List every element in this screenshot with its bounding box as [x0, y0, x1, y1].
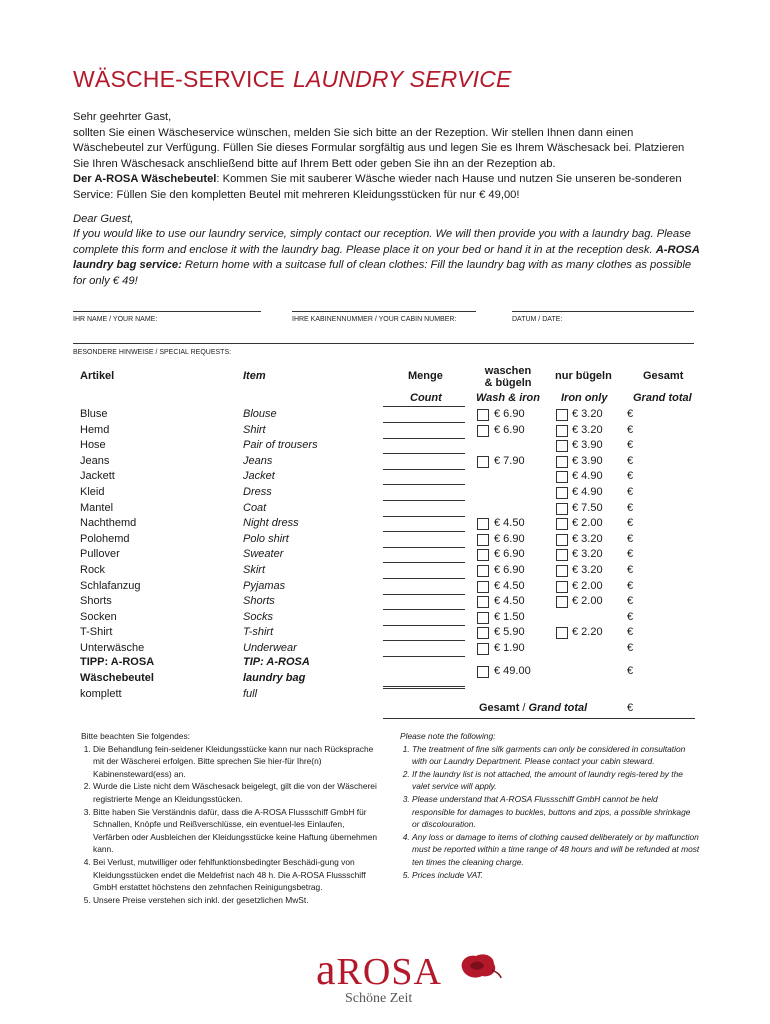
- row-total: €: [627, 517, 634, 530]
- header-iron-en: Iron only: [561, 392, 608, 404]
- iron-only-price: € 2.00: [572, 595, 603, 608]
- tip-row-2: Wäschebeutel laundry bag: [80, 672, 306, 684]
- wash-iron-checkbox[interactable]: [477, 627, 489, 639]
- tip-row-1: TIPP: A-ROSA TIP: A-ROSA: [80, 656, 310, 668]
- header-count: Count: [410, 392, 442, 404]
- iron-only-checkbox[interactable]: [556, 627, 568, 639]
- notes-de: [81, 730, 378, 906]
- iron-only-checkbox[interactable]: [556, 503, 568, 515]
- row-total: €: [627, 423, 634, 436]
- item-en: Shorts: [243, 595, 275, 608]
- wash-iron-price: € 5.90: [494, 626, 525, 639]
- iron-only-checkbox[interactable]: [556, 456, 568, 468]
- item-en: Pair of trousers: [243, 439, 318, 452]
- tip-count-line-2[interactable]: [383, 688, 465, 689]
- iron-only-checkbox[interactable]: [556, 487, 568, 499]
- greeting-en: Dear Guest,: [73, 212, 134, 225]
- tip-count-line-1[interactable]: [383, 686, 465, 687]
- iron-only-checkbox[interactable]: [556, 534, 568, 546]
- item-en: Blouse: [243, 408, 277, 420]
- header-count-line: [383, 406, 465, 407]
- date-field[interactable]: [512, 311, 694, 312]
- notes-de-title: Bitte beachten Sie folgendes:: [81, 731, 190, 741]
- name-label: IHR NAME / YOUR NAME:: [73, 316, 158, 323]
- promo-en-bold: A-ROSA laundry bag service:: [73, 243, 700, 272]
- header-wash-en: Wash & iron: [476, 392, 540, 404]
- item-en: Coat: [243, 501, 267, 514]
- iron-only-price: € 3.20: [572, 532, 603, 545]
- wash-iron-price: € 6.90: [494, 548, 525, 561]
- note-en-item: 3. Please understand that A-ROSA Flussschiff GmbH cannot be held responsible for damages to buckles, buttons and zips, a possible shrinkage or discolouration.: [412, 793, 700, 831]
- item-en: Dress: [243, 486, 272, 498]
- wash-iron-price: € 6.90: [494, 532, 525, 545]
- row-total: €: [627, 579, 634, 592]
- iron-only-price: € 2.20: [572, 626, 603, 639]
- wash-iron-checkbox[interactable]: [477, 409, 489, 421]
- iron-only-price: € 3.90: [572, 454, 603, 467]
- wash-iron-price: € 4.50: [494, 517, 525, 530]
- iron-only-price: € 3.20: [572, 564, 603, 576]
- iron-only-checkbox[interactable]: [556, 518, 568, 530]
- wash-iron-checkbox[interactable]: [477, 518, 489, 530]
- note-de-item: 5. Unsere Preise verstehen sich inkl. der gesetzlichen MwSt.: [93, 894, 378, 907]
- iron-only-checkbox[interactable]: [556, 425, 568, 437]
- row-total: €: [627, 486, 634, 498]
- wash-iron-checkbox[interactable]: [477, 534, 489, 546]
- notes-en: [400, 730, 700, 881]
- intro-en-body: If you would like to use our laundry service, simply contact our reception. We will then provide you with a laundry bag. Please complete this form and enclose it with the laundry bag. Please place it on your bed or hand it in at the reception desk. A-ROSA laundry bag service: Return home with a suitcase full of clean clothes: Fill the laundry bag with as many clothes as possible for only € 49!: [73, 228, 700, 287]
- iron-only-checkbox[interactable]: [556, 471, 568, 483]
- item-de: Nachthemd: [80, 517, 137, 530]
- row-total: €: [627, 610, 634, 623]
- greeting-de: Sehr geehrter Gast,: [73, 111, 172, 123]
- row-total: €: [627, 439, 634, 452]
- grand-total-label: Gesamt / Grand total: [479, 702, 588, 714]
- header-menge: Menge: [408, 370, 443, 382]
- item-en: Skirt: [243, 564, 265, 576]
- row-total: €: [627, 501, 634, 514]
- wash-iron-checkbox[interactable]: [477, 565, 489, 577]
- iron-only-price: € 4.90: [572, 486, 603, 498]
- notes-en-title: Please note the following:: [400, 731, 496, 741]
- iron-only-price: € 2.00: [572, 579, 603, 592]
- item-de: Jackett: [80, 470, 115, 483]
- iron-only-checkbox[interactable]: [556, 565, 568, 577]
- item-en: Underwear: [243, 642, 297, 654]
- promo-de-bold: Der A-ROSA Wäschebeutel: [73, 173, 217, 186]
- grand-total-value: €: [627, 702, 634, 714]
- item-de: Polohemd: [80, 532, 130, 545]
- wash-iron-checkbox[interactable]: [477, 456, 489, 468]
- row-total: €: [627, 408, 634, 420]
- item-en: Polo shirt: [243, 532, 289, 545]
- item-en: Jacket: [243, 470, 275, 483]
- rose-icon: [456, 950, 502, 982]
- note-de-item: 2. Wurde die Liste nicht dem Wäschesack beigelegt, gilt die von der Wäscherei registrierte Menge an Kleidungsstücken.: [93, 780, 378, 805]
- header-total-de: Gesamt: [643, 370, 684, 382]
- promo-en: Return home with a suitcase full of clean clothes: Fill the laundry bag with as many clothes as possible for only € 49!: [73, 259, 692, 287]
- row-total: €: [627, 454, 634, 467]
- special-requests-field[interactable]: [73, 343, 694, 344]
- grand-total-line: [383, 718, 695, 719]
- iron-only-price: € 3.20: [572, 423, 603, 436]
- item-en: Socks: [243, 610, 273, 623]
- item-en: Night dress: [243, 517, 299, 530]
- item-en: Jeans: [243, 454, 273, 467]
- header-total-en: Grand total: [633, 392, 692, 404]
- wash-iron-price: € 4.50: [494, 579, 525, 592]
- item-en: Pyjamas: [243, 579, 286, 592]
- wash-iron-checkbox[interactable]: [477, 581, 489, 593]
- row-total: €: [627, 564, 634, 576]
- iron-only-checkbox[interactable]: [556, 581, 568, 593]
- item-de: Shorts: [80, 595, 112, 608]
- wash-iron-price: € 4.50: [494, 595, 525, 608]
- promo-de: : Kommen Sie mit sauberer Wäsche wieder nach Hause und nutzen Sie unseren be-sonderen Service: Füllen Sie den kompletten Beutel mit mehreren Kleidungsstücken für nur € 49,00!: [73, 173, 682, 201]
- row-total: €: [627, 470, 634, 483]
- item-de: Unterwäsche: [80, 642, 145, 654]
- header-wash-de: waschen & bügeln: [484, 365, 532, 389]
- row-total: €: [627, 548, 634, 561]
- iron-only-checkbox[interactable]: [556, 596, 568, 608]
- iron-only-price: € 7.50: [572, 501, 603, 514]
- tip-total: €: [627, 665, 634, 677]
- tip-row-3: komplett full: [80, 688, 258, 700]
- row-total: €: [627, 626, 634, 639]
- item-de: Schlafanzug: [80, 579, 141, 592]
- page-title: [73, 66, 512, 93]
- wash-iron-checkbox[interactable]: [477, 643, 489, 655]
- item-de: Rock: [80, 564, 106, 576]
- row-total: €: [627, 595, 634, 608]
- wash-iron-price: € 6.90: [494, 408, 525, 420]
- wash-iron-price: € 7.90: [494, 454, 525, 467]
- header-iron-de: nur bügeln: [555, 370, 612, 382]
- item-en: T-shirt: [243, 626, 274, 639]
- item-de: T-Shirt: [80, 626, 113, 639]
- item-de: Kleid: [80, 486, 105, 498]
- note-en-item: 4. Any loss or damage to items of clothing caused deliberately or by malfunction must be reported within a time range of 48 hours and will be refunded at most ten times the cleaning charge.: [412, 831, 700, 869]
- row-total: €: [627, 532, 634, 545]
- item-de: Jeans: [80, 454, 110, 467]
- iron-only-price: € 3.20: [572, 548, 603, 561]
- wash-iron-price: € 1.50: [494, 610, 525, 623]
- iron-only-price: € 3.90: [572, 439, 603, 452]
- iron-only-checkbox[interactable]: [556, 440, 568, 452]
- wash-iron-checkbox[interactable]: [477, 425, 489, 437]
- wash-iron-checkbox[interactable]: [477, 549, 489, 561]
- iron-only-price: € 3.20: [572, 408, 603, 420]
- item-de: Bluse: [80, 408, 108, 420]
- item-de: Pullover: [80, 548, 120, 561]
- note-de-item: 3. Bitte haben Sie Verständnis dafür, dass die A-ROSA Flussschiff GmbH für Schnallen, Knöpfe und Reißverschlüsse, ein eventuel-les Einlaufen, Verfärben oder Ausbleichen der Kleidungsstücke keine Haftung übernehmen kann.: [93, 806, 378, 856]
- iron-only-checkbox[interactable]: [556, 409, 568, 421]
- wash-iron-price: € 1.90: [494, 642, 525, 654]
- wash-iron-price: € 6.90: [494, 423, 525, 436]
- item-en: Shirt: [243, 423, 266, 436]
- note-de-item: 4. Bei Verlust, mutwilliger oder fehlfunktionsbedingter Beschädi-gung von Kleidungsstücken endet die Meldefrist nach 48 h. Die A-ROSA Flussschiff GmbH erstattet höchstens den zehnfachen Reinigungsbetrag.: [93, 856, 378, 894]
- wash-iron-checkbox[interactable]: [477, 612, 489, 624]
- row-total: €: [627, 642, 634, 654]
- header-artikel: Artikel: [80, 370, 115, 382]
- intro-de-body: sollten Sie einen Wäscheservice wünschen, melden Sie sich bitte an der Rezeption. Wir stellen Ihnen dann einen Wäschebeutel zur Verfügung. Füllen Sie dieses Formular sorgfältig aus und legen Sie es Ihrem Wäschesack bei. Platzieren Sie Ihren Wäschesack anschließend bitte auf Ihrem Bett oder geben Sie ihn an der Rezeption ab. Der A-ROSA Wäschebeutel: Kommen Sie mit sauberer Wäsche wieder nach Hause und nutzen Sie unseren be-sonderen Service: Füllen Sie den kompletten Beutel mit mehreren Kleidungsstücken für nur € 49,00!: [73, 126, 685, 201]
- item-en: Sweater: [243, 548, 284, 561]
- header-item: Item: [243, 370, 266, 382]
- title-en: LAUNDRY SERVICE: [292, 66, 512, 92]
- cabin-field[interactable]: [292, 311, 476, 312]
- intro-section: [73, 110, 703, 290]
- item-de: Mantel: [80, 501, 114, 514]
- title-de: WÄSCHE-SERVICE: [73, 66, 285, 92]
- special-requests-label: BESONDERE HINWEISE / SPECIAL REQUESTS:: [73, 349, 232, 356]
- item-de: Hose: [80, 439, 106, 452]
- note-en-item: 2. If the laundry list is not attached, the amount of laundry regis-tered by the valet service will apply.: [412, 768, 700, 793]
- tip-wash-price: € 49.00: [494, 665, 531, 677]
- slogan: Schöne Zeit: [345, 991, 413, 1006]
- iron-only-checkbox[interactable]: [556, 549, 568, 561]
- arosa-logo: aROSA: [316, 945, 442, 994]
- note-en-item: 1. The treatment of fine silk garments can only be considered in consultation with our Laundry Department. Please contact your cabin steward.: [412, 743, 700, 768]
- wash-iron-price: € 6.90: [494, 564, 525, 576]
- tip-wash-checkbox[interactable]: [477, 666, 489, 678]
- wash-iron-checkbox[interactable]: [477, 596, 489, 608]
- note-en-item: 5. Prices include VAT.: [412, 869, 700, 882]
- item-de: Socken: [80, 610, 117, 623]
- date-label: DATUM / DATE:: [512, 316, 563, 323]
- iron-only-price: € 2.00: [572, 517, 603, 530]
- cabin-label: IHRE KABINENNUMMER / YOUR CABIN NUMBER:: [292, 316, 457, 323]
- note-de-item: 1. Die Behandlung fein-seidener Kleidungsstücke kann nur nach Rücksprache mit der Wäscherei erfolgen. Bitte sprechen Sie hier-für Ihre(n) Kabinensteward(ess) an.: [93, 743, 378, 781]
- item-de: Hemd: [80, 423, 110, 436]
- name-field[interactable]: [73, 311, 261, 312]
- iron-only-price: € 4.90: [572, 470, 603, 483]
